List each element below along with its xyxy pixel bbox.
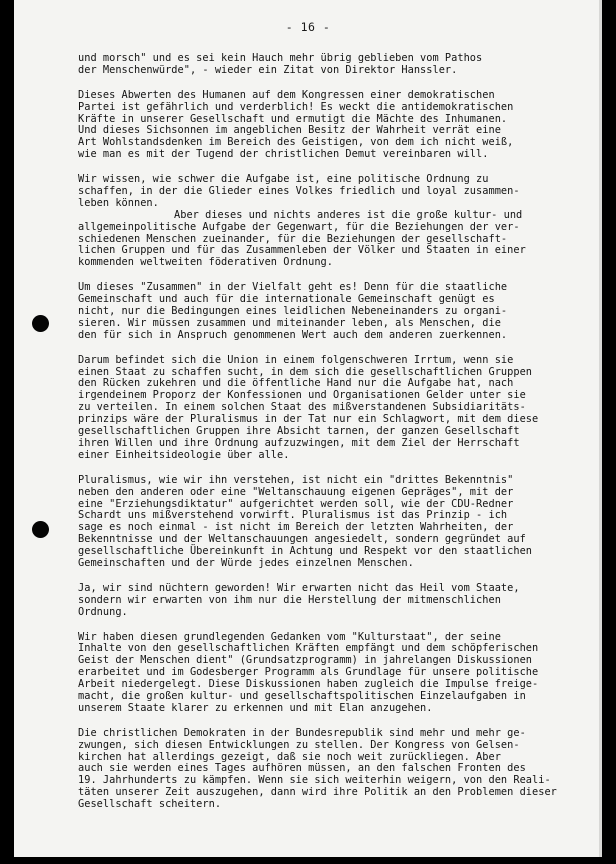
text-line: leben können. xyxy=(78,196,159,209)
text-line: Um dieses "Zusammen" in der Vielfalt geht es! Denn für die staatliche xyxy=(78,281,508,294)
text-line: täten unserer Zeit auszugehen, dann wird ihre Politik an den Problemen dieser xyxy=(78,786,557,799)
text-line: Wir haben diesen grundlegenden Gedanken vom "Kulturstaat", der seine xyxy=(78,630,501,643)
text-line: erarbeitet und im Godesberger Programm als Grundlage für unsere politische xyxy=(78,666,539,679)
text-line: schaffen, in der die Glieder eines Volkes friedlich und loyal zusammen- xyxy=(78,185,520,198)
paragraph xyxy=(78,90,578,161)
punch-hole xyxy=(32,315,49,332)
paragraph xyxy=(78,583,578,619)
text-line: eine "Erziehungsdiktatur" aufgerichtet werden soll, wie der CDU-Redner xyxy=(78,497,514,510)
text-line: Darum befindet sich die Union in einem folgenschweren Irrtum, wenn sie xyxy=(78,353,514,366)
text-line: Und dieses Sichsonnen im angeblichen Besitz der Wahrheit verrät eine xyxy=(78,124,501,137)
text-line: einen Staat zu schaffen sucht, in dem sich die gesellschaftlichen Gruppen xyxy=(78,365,533,378)
text-line: den Rücken zukehren und die öffentliche Hand nur die Aufgabe hat, nach xyxy=(78,377,514,390)
text-line: einer Einheitsideologie über alle. xyxy=(78,448,290,461)
text-line: Ja, wir sind nüchtern geworden! Wir erwarten nicht das Heil vom Staate, xyxy=(78,581,520,594)
text-line: der Menschenwürde", - wieder ein Zitat von Direktor Hanssler. xyxy=(78,63,458,76)
text-line: Dieses Abwerten des Humanen auf dem Kongressen einer demokratischen xyxy=(78,88,495,101)
text-line: allgemeinpolitische Aufgabe der Gegenwart, für die Beziehungen der ver- xyxy=(78,220,520,233)
text-line: 19. Jahrhunderts zu kämpfen. Wenn sie sich weiterhin weigern, von den Reali- xyxy=(78,774,551,787)
text-line: und morsch" und es sei kein Hauch mehr übrig geblieben vom Pathos xyxy=(78,52,483,64)
text-line: wie man es mit der Tugend der christlichen Demut vereinbaren will. xyxy=(78,148,489,161)
text-line: neben den anderen oder eine "Weltanschauung eigenen Gepräges", mit der xyxy=(78,485,514,498)
text-line: Partei ist gefährlich und verderblich! Es weckt die antidemokratischen xyxy=(78,100,514,113)
text-line: Kräfte in unserer Gesellschaft und ermutigt die Mächte des Inhumanen. xyxy=(78,112,508,125)
document-page xyxy=(14,0,602,857)
text-line: kommenden weltweiten föderativen Ordnung. xyxy=(78,256,333,269)
paragraph xyxy=(78,475,578,570)
text-line: sieren. Wir müssen zusammen und miteinander leben, als Menschen, die xyxy=(78,316,501,329)
paragraph xyxy=(78,210,578,269)
text-line: Inhalte von den gesellschaftlichen Kräften empfängt und dem schöpferischen xyxy=(78,642,539,655)
paragraph xyxy=(78,53,578,77)
text-line: Schardt uns mißverstehend vorwirft. Pluralismus ist das Prinzip - ich xyxy=(78,509,508,522)
text-line: Arbeit niedergelegt. Diese Diskussionen haben zugleich die Impulse freige- xyxy=(78,678,539,691)
text-line: lichen Gruppen und für das Zusammenleben der Völker und Staaten in einer xyxy=(78,244,526,257)
text-line: Gemeinschaft und auch für die internationale Gemeinschaft genügt es xyxy=(78,293,495,306)
text-line: ihren Willen und ihre Ordnung aufzuzwingen, mit dem Ziel der Herrschaft xyxy=(78,436,520,449)
text-line: kirchen hat allerdings gezeigt, daß sie noch weit zurückliegen. Aber xyxy=(78,750,501,763)
text-line: Ordnung. xyxy=(78,605,128,618)
text-line: Gemeinschaften und der Würde jedes einzelnen Menschen. xyxy=(78,556,414,569)
paragraph xyxy=(78,282,578,341)
text-line: nicht, nur die Bedingungen eines leidlichen Nebeneinanders zu organi- xyxy=(78,305,508,318)
text-line: Aber dieses und nichts anderes ist die große kultur- und xyxy=(174,208,523,221)
text-line: gesellschaftliche Übereinkunft in Achtung und Respekt vor den staatlichen xyxy=(78,545,533,558)
text-line: Die christlichen Demokraten in der Bundesrepublik sind mehr und mehr ge- xyxy=(78,726,526,739)
paragraph xyxy=(78,728,578,811)
text-line: Pluralismus, wie wir ihn verstehen, ist nicht ein "drittes Bekenntnis" xyxy=(78,473,514,486)
text-line: macht, die großen kultur- und gesellschaftspolitischen Einzelaufgaben in xyxy=(78,689,526,702)
text-line: prinzips wäre der Pluralismus in der Tat nur ein Schlagwort, mit dem diese xyxy=(78,413,539,426)
text-line: Art Wohlstandsdenken im Bereich des Geistigen, von dem ich nicht weiß, xyxy=(78,136,514,149)
text-line: Wir wissen, wie schwer die Aufgabe ist, eine politische Ordnung zu xyxy=(78,173,489,186)
text-line: unserem Staate klarer zu erkennen und mit Elan anzugehen. xyxy=(78,701,433,714)
text-line: gesellschaftlichen Gruppen ihre Absicht tarnen, der ganzen Gesellschaft xyxy=(78,425,520,438)
text-line: sondern wir erwarten von ihm nur die Herstellung der mitmenschlichen xyxy=(78,593,501,606)
text-line: den für sich in Anspruch genommenen Wert auch dem anderen zuerkennen. xyxy=(78,328,508,341)
paragraph xyxy=(78,632,578,715)
text-line: Bekenntnisse und der Weltanschauungen angesiedelt, sondern gegründet auf xyxy=(78,533,526,546)
text-line: auch sie werden eines Tages aufhören müssen, an den falschen Fronten des xyxy=(78,762,526,775)
text-line: Gesellschaft scheitern. xyxy=(78,798,222,811)
text-line: Geist der Menschen dient" (Grundsatzprogramm) in jahrelangen Diskussionen xyxy=(78,654,533,667)
paragraph xyxy=(78,355,578,462)
text-line: zwungen, sich diesen Entwicklungen zu stellen. Der Kongress von Gelsen- xyxy=(78,738,520,751)
text-line: schiedenen Menschen zueinander, für die Beziehungen der gesellschaft- xyxy=(78,232,508,245)
page-number: - 16 - xyxy=(285,20,331,34)
paragraph xyxy=(78,174,578,210)
punch-hole xyxy=(32,521,49,538)
text-line: sage es noch einmal - ist nicht im Bereich der letzten Wahrheiten, der xyxy=(78,521,514,534)
text-line: irgendeinem Proporz der Konfessionen und Organisationen Gelder unter sie xyxy=(78,389,526,402)
document-body xyxy=(78,53,578,824)
page-edge-shadow xyxy=(599,0,602,857)
text-line: zu verteilen. In einem solchen Staat des mißverstandenen Subsidiaritäts- xyxy=(78,401,526,414)
